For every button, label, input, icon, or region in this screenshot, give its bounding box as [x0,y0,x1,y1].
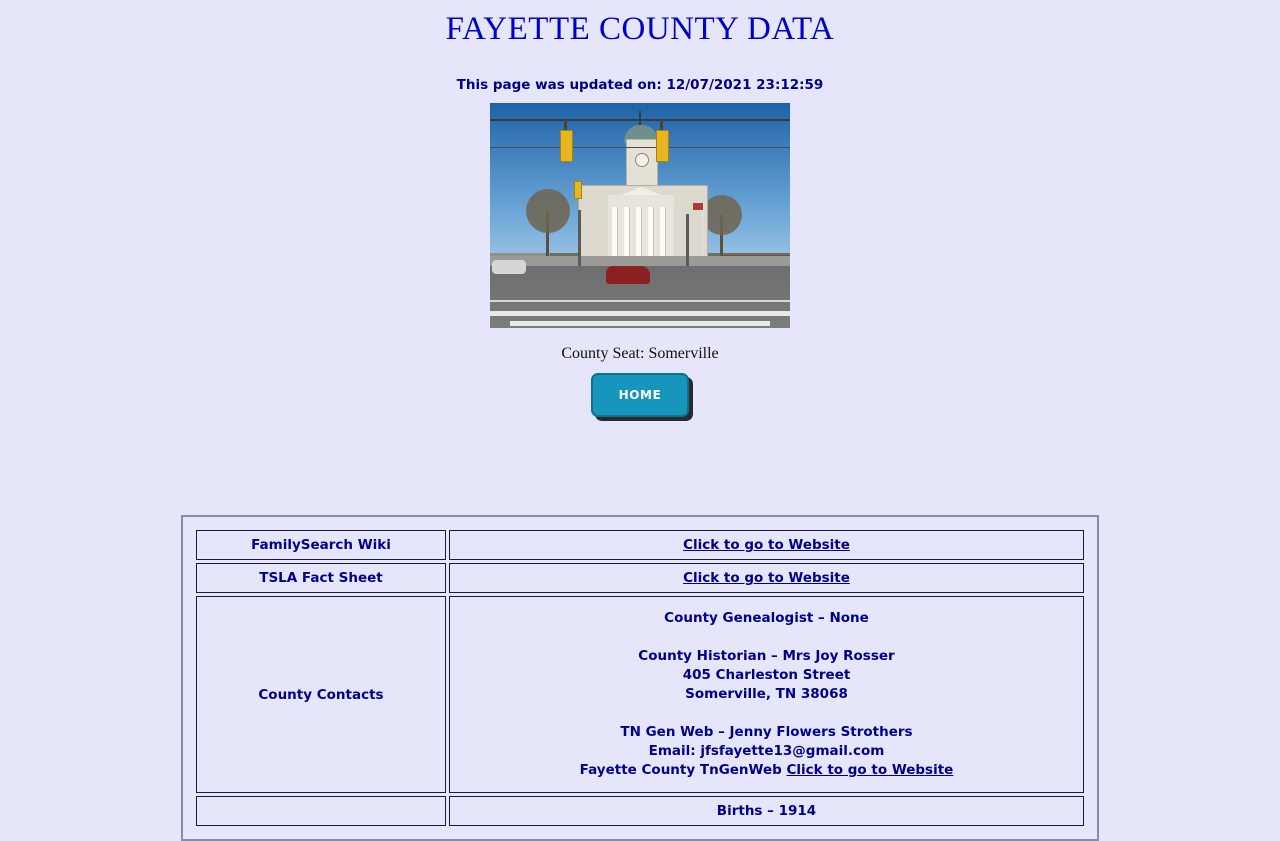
row-label-familysearch-wiki: FamilySearch Wiki [196,530,446,560]
column [648,207,653,263]
tree-canopy [702,195,742,235]
table-row [196,530,1084,560]
tsla-fact-sheet-link[interactable]: Click to go to Website [683,570,850,586]
traffic-signal [656,130,669,162]
utility-pole [686,214,689,266]
county-historian-street: 405 Charleston Street [682,667,851,683]
flag [693,203,703,210]
crosswalk-stripe [490,311,790,316]
photo-container [0,103,1280,332]
row-value-familysearch-wiki[interactable] [449,530,1084,560]
tngenweb-email: Email: jfsfayette13@gmail.com [648,743,885,759]
tngenweb-website-link[interactable]: Click to go to Website [786,762,954,778]
row-label-births [196,796,446,826]
county-historian: County Historian – Mrs Joy Rosser [638,648,895,664]
table-row [196,796,1084,826]
sidewalk [490,256,790,266]
traffic-signal-small [574,181,582,199]
table-row [196,596,1084,793]
page-title: FAYETTE COUNTY DATA [445,11,835,47]
row-label-tsla-fact-sheet: TSLA Fact Sheet [196,563,446,593]
column [660,207,665,263]
tngenweb-contact: TN Gen Web – Jenny Flowers Strothers [620,724,913,740]
signal-arm [660,120,663,130]
column [624,207,629,263]
county-data-table-container [181,515,1099,841]
lane-marking [490,300,790,302]
home-button[interactable]: HOME [591,373,690,417]
row-label-county-contacts: County Contacts [196,596,446,793]
familysearch-wiki-link[interactable]: Click to go to Website [683,537,850,553]
tower-clock [635,153,649,167]
spacer [458,704,1075,723]
county-seat-label: County Seat: Somerville [561,345,719,362]
row-value-births: Births – 1914 [449,796,1084,826]
overhead-wire [490,119,790,121]
overhead-wire [490,147,790,148]
row-value-tsla-fact-sheet[interactable] [449,563,1084,593]
tree-canopy [526,189,570,233]
column [612,207,617,263]
fayette-county-courthouse-photo [490,103,790,328]
traffic-signal [560,130,573,162]
red-car [606,266,650,284]
county-historian-city: Somerville, TN 38068 [685,686,848,702]
signal-arm [564,120,567,130]
table-row [196,563,1084,593]
utility-pole [578,210,581,266]
county-contacts-block [454,603,1079,786]
row-value-county-contacts [449,596,1084,793]
county-genealogist: County Genealogist – None [664,610,869,626]
spacer [458,628,1075,647]
column [636,207,641,263]
county-data-table [193,527,1087,829]
home-button-container [0,373,1280,417]
tngenweb-website-row [458,761,1075,780]
tngenweb-website-label: Fayette County TnGenWeb [579,762,782,778]
white-van [492,260,526,274]
last-updated-text: This page was updated on: 12/07/2021 23:12:59 [456,77,824,93]
crosswalk-stripe [510,321,770,326]
